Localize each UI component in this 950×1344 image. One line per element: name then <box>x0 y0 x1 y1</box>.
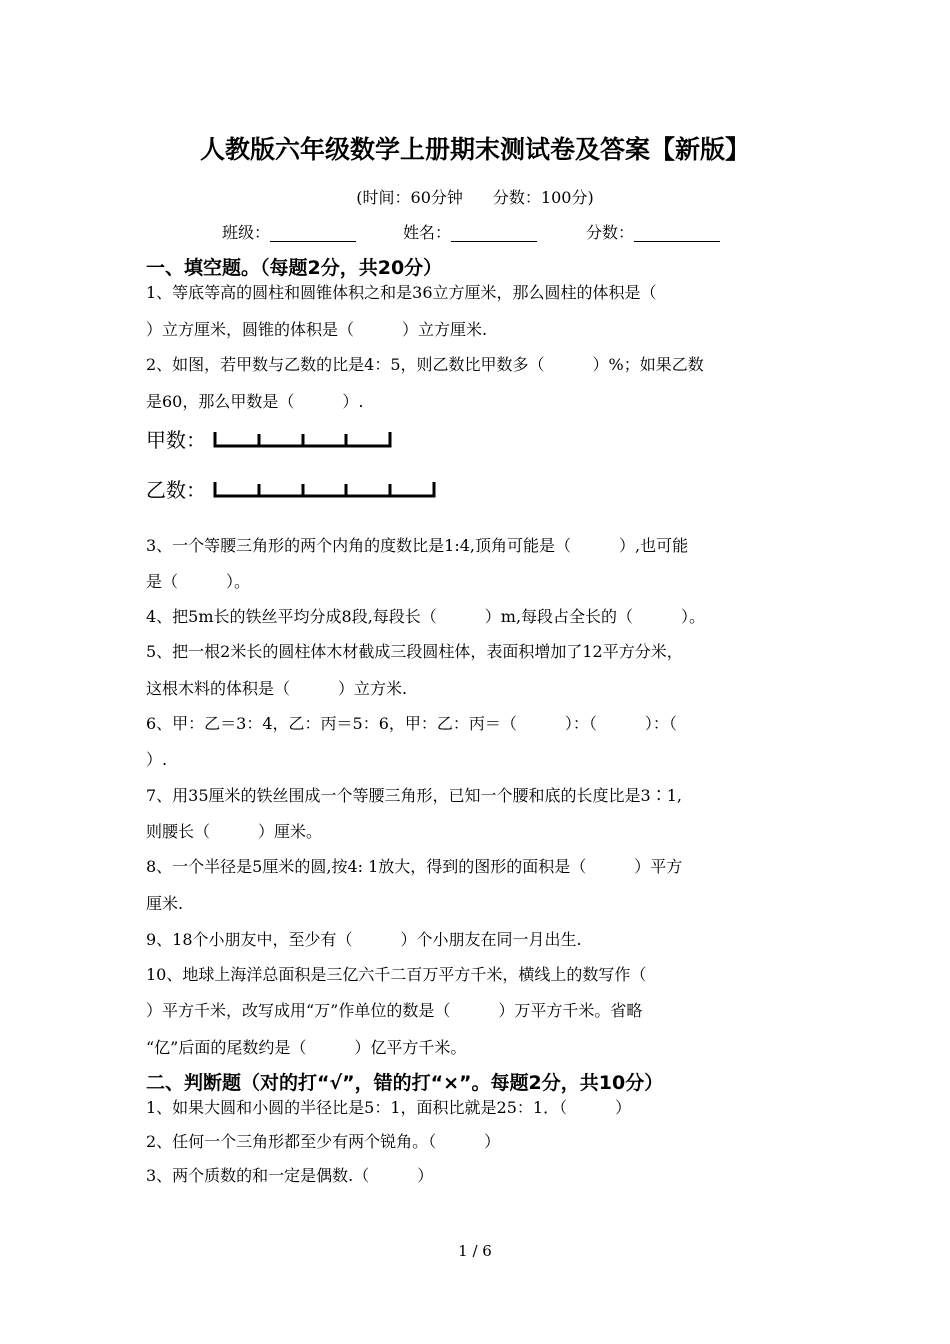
name-field[interactable] <box>403 220 537 243</box>
class-label: 班级： <box>222 223 271 242</box>
s2-line-2: 3、两个质数的和一定是偶数.（ ） <box>146 1166 434 1185</box>
jia-label: 甲数： <box>146 428 206 452</box>
s2-line-0: 1、如果大圆和小圆的半径比是5：1，面积比就是25：1．（ ） <box>146 1098 632 1117</box>
s1-line-0: 1、等底等高的圆柱和圆锥体积之和是36立方厘米，那么圆柱的体积是（ <box>146 283 657 302</box>
score-blank[interactable] <box>634 223 720 242</box>
jia-bar <box>212 426 397 450</box>
s1-line-14: 厘米. <box>146 894 184 913</box>
s1-line-11: 7、用35厘米的铁丝围成一个等腰三角形，已知一个腰和底的长度比是3∶1, <box>146 786 682 805</box>
s2-line-1: 2、任何一个三角形都至少有两个锐角。（ ） <box>146 1132 501 1151</box>
score-field[interactable] <box>586 220 720 243</box>
s1-line-3: 是60，那么甲数是（ ）. <box>146 392 364 411</box>
s1-line-13: 8、一个半径是5厘米的圆,按4: 1放大，得到的图形的面积是（ ）平方 <box>146 857 683 876</box>
class-blank[interactable] <box>270 223 356 242</box>
page-title: 人教版六年级数学上册期末测试卷及答案【新版】 <box>199 135 750 164</box>
name-label: 姓名： <box>403 223 452 242</box>
class-field[interactable] <box>222 220 356 243</box>
s1-line-12: 则腰长（ ）厘米。 <box>146 822 323 841</box>
page-number: 1 / 6 <box>458 1242 492 1260</box>
exam-subtitle <box>0 185 950 208</box>
s1-line-2: 2、如图，若甲数与乙数的比是4：5，则乙数比甲数多（ ）%；如果乙数 <box>146 355 704 374</box>
score-info: 分数：100分) <box>492 188 594 207</box>
yi-bar <box>212 476 440 500</box>
s1-line-5: 是（ ）。 <box>146 572 251 591</box>
s1-line-1: ）立方厘米，圆锥的体积是（ ）立方厘米. <box>146 320 488 339</box>
s1-line-10: ）. <box>146 750 168 769</box>
yi-bar-line <box>215 482 434 496</box>
name-blank[interactable] <box>451 223 537 242</box>
s1-line-6: 4、把5m长的铁丝平均分成8段,每段长（ ）m,每段占全长的（ ）。 <box>146 607 706 626</box>
s1-line-4: 3、一个等腰三角形的两个内角的度数比是1:4,顶角可能是（ ）,也可能 <box>146 536 689 555</box>
time-info: (时间：60分钟 <box>356 188 463 207</box>
s1-line-17: ）平方千米，改写成用“万”作单位的数是（ ）万平方千米。省略 <box>146 1001 643 1020</box>
score-label: 分数： <box>586 223 635 242</box>
s1-line-16: 10、地球上海洋总面积是三亿六千二百万平方千米，横线上的数写作（ <box>146 965 647 984</box>
s1-line-7: 5、把一根2米长的圆柱体木材截成三段圆柱体，表面积增加了12平方分米， <box>146 642 683 661</box>
section1-heading: 一、填空题。（每题2分，共20分） <box>146 257 443 279</box>
s1-line-8: 这根木料的体积是（ ）立方米. <box>146 679 408 698</box>
s1-line-18: “亿”后面的尾数约是（ ）亿平方千米。 <box>146 1038 467 1057</box>
s1-line-15: 9、18个小朋友中，至少有（ ）个小朋友在同一月出生. <box>146 930 582 949</box>
section2-heading: 二、判断题（对的打“√”，错的打“×”。每题2分，共10分） <box>146 1072 664 1094</box>
s1-line-9: 6、甲：乙＝3：4，乙：丙＝5：6，甲：乙：丙＝（ ）：（ ）：（ <box>146 714 677 733</box>
yi-label: 乙数： <box>146 478 206 502</box>
